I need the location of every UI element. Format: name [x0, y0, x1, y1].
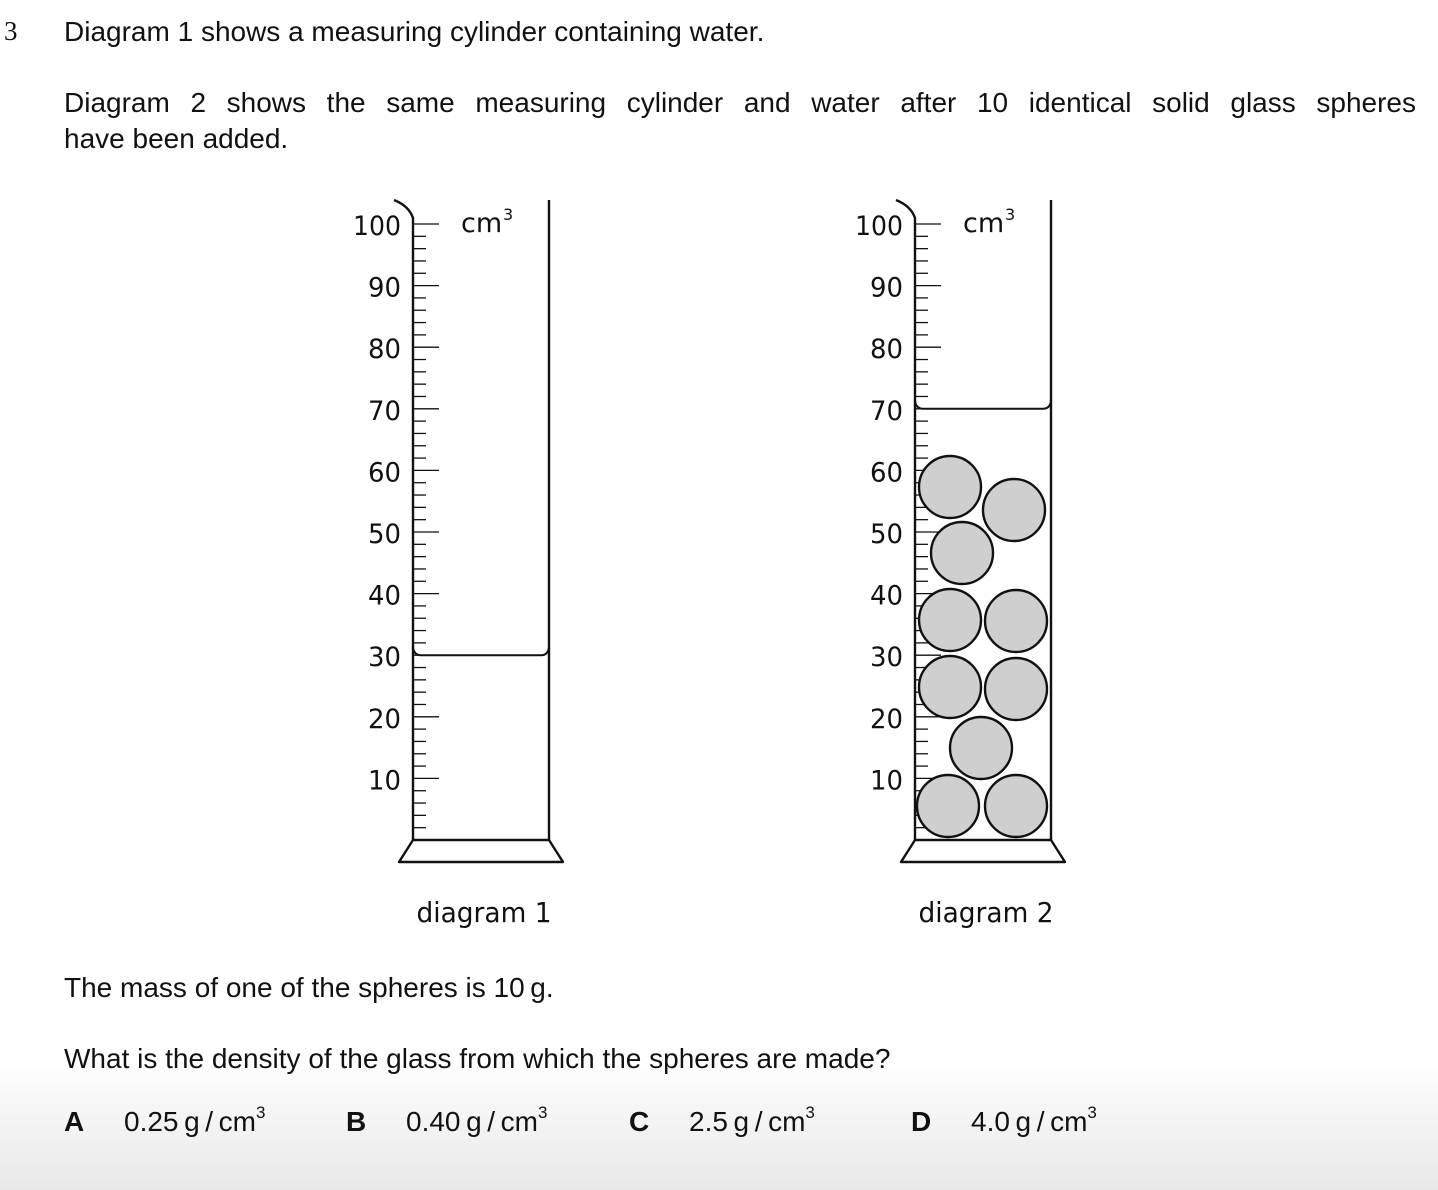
glass-sphere: [919, 656, 981, 718]
scale-label-80: 80: [870, 334, 903, 366]
intro-text-2-line-2: have been added.: [64, 123, 289, 154]
option-b-letter: B: [346, 1106, 367, 1137]
mass-statement: The mass of one of the spheres is 10 g.: [64, 972, 554, 1003]
glass-sphere: [983, 479, 1045, 541]
option-d-letter: D: [911, 1106, 932, 1137]
glass-sphere: [919, 589, 981, 651]
unit-power: 3: [503, 205, 514, 224]
scale-label-10: 10: [870, 765, 903, 797]
scale-label-10: 10: [368, 765, 401, 797]
scale-label-20: 20: [870, 703, 903, 735]
diagram-caption: diagram 2: [918, 896, 1054, 929]
question-number: 3: [4, 16, 18, 46]
scale-label-50: 50: [368, 519, 401, 550]
glass-sphere: [985, 658, 1047, 720]
unit-label: cm: [461, 208, 503, 239]
option-b-value: [406, 1103, 548, 1138]
measuring-cylinder-2: [855, 200, 1065, 929]
intro-text: Diagram 1 shows a measuring cylinder containing water.: [64, 16, 765, 47]
option-a-value-text: 0.25 g / cm: [124, 1106, 256, 1137]
intro-text-2-line-1: Diagram 2 shows the same measuring cylinder and water after 10 identical solid glass spheres: [64, 87, 1416, 118]
scale-label-30: 30: [368, 642, 401, 674]
scale-label-60: 60: [368, 457, 401, 489]
unit-label: cm: [963, 208, 1005, 239]
glass-sphere: [917, 775, 979, 837]
glass-sphere: [931, 522, 993, 584]
option-a-power: 3: [256, 1103, 266, 1122]
option-a-letter: A: [64, 1106, 85, 1137]
scale-label-40: 40: [870, 580, 903, 612]
scale-label-80: 80: [368, 334, 401, 366]
glass-sphere: [985, 590, 1047, 652]
option-d-value-text: 4.0 g / cm: [971, 1106, 1088, 1137]
scale-label-30: 30: [870, 642, 903, 674]
option-a-value: [124, 1103, 266, 1138]
scale-label-20: 20: [368, 703, 401, 735]
glass-sphere: [919, 456, 981, 518]
option-d-power: 3: [1087, 1103, 1097, 1122]
scale-label-100: 100: [353, 211, 401, 242]
option-c-value: [689, 1103, 815, 1138]
scale-label-60: 60: [870, 457, 903, 489]
glass-sphere: [950, 717, 1012, 779]
answer-options: [0, 1103, 1438, 1146]
scale-label-90: 90: [368, 272, 401, 304]
glass-sphere: [985, 775, 1047, 837]
option-c-value-text: 2.5 g / cm: [689, 1106, 806, 1137]
measuring-cylinder-1: [353, 200, 563, 929]
diagram-caption: diagram 1: [416, 896, 552, 929]
cylinder-base: [399, 840, 563, 862]
water-surface: [915, 401, 1051, 409]
unit-power: 3: [1005, 205, 1016, 224]
scale-label-70: 70: [870, 395, 903, 427]
scale-label-90: 90: [870, 272, 903, 304]
water-surface: [413, 647, 549, 655]
option-d-value: [971, 1103, 1097, 1138]
question-prompt: What is the density of the glass from which the spheres are made?: [64, 1043, 891, 1074]
scale-label-40: 40: [368, 580, 401, 612]
scale-label-70: 70: [368, 395, 401, 427]
option-b-power: 3: [538, 1103, 548, 1122]
scale-label-100: 100: [855, 211, 903, 242]
scale-label-50: 50: [870, 519, 903, 550]
option-c-letter: C: [629, 1106, 650, 1137]
cylinder-base: [901, 840, 1065, 862]
option-b-value-text: 0.40 g / cm: [406, 1106, 538, 1137]
option-c-power: 3: [805, 1103, 815, 1122]
